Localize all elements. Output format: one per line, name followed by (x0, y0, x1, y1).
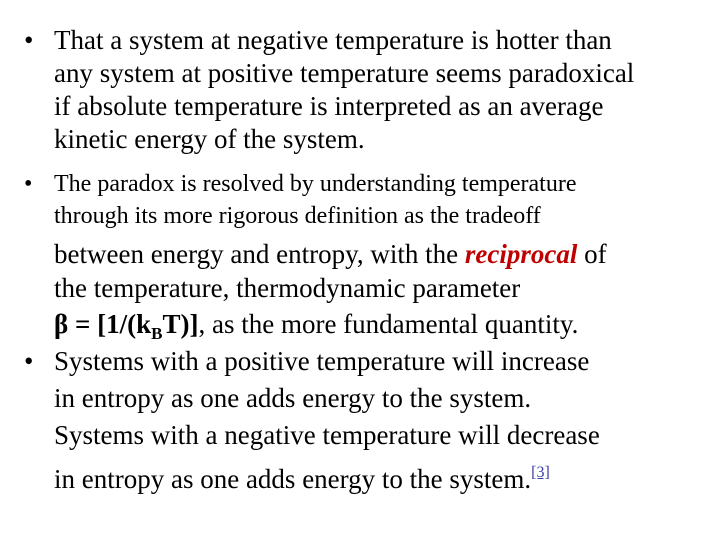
emphasis-reciprocal: reciprocal (464, 239, 578, 269)
bullet-1-line-3: if absolute temperature is interpreted as an average (54, 91, 604, 121)
bullet-3-line-4 (54, 456, 550, 496)
bullet-2-line-2: through its more rigorous definition as the tradeoff (54, 203, 541, 229)
formula-beta: β (54, 309, 69, 339)
bullet-2-line-1: The paradox is resolved by understanding temperature (54, 171, 577, 197)
bullet-3-line-3: Systems with a negative temperature will decrease (54, 420, 600, 450)
bullet-3-last-text: in entropy as one adds energy to the system. (54, 464, 532, 494)
bullet-2-line-5 (54, 308, 578, 350)
bullet-2-line-3 (54, 238, 607, 271)
formula-end: T)] (162, 309, 199, 339)
bullet-marker: • (24, 346, 34, 376)
citation-link[interactable]: [3] (531, 464, 550, 481)
formula-after: , as the more fundamental quantity. (198, 309, 579, 339)
line-3-before: between energy and entropy, with the (54, 239, 465, 269)
bullet-1-line-1: That a system at negative temperature is hotter than (54, 25, 612, 55)
bullet-marker: • (24, 171, 33, 197)
line-3-after: of (577, 239, 607, 269)
bullet-2-line-4: the temperature, thermodynamic parameter (54, 273, 521, 303)
formula-mid: = [1/(k (68, 309, 152, 339)
bullet-1-line-4: kinetic energy of the system. (54, 124, 365, 154)
bullet-1-line-2: any system at positive temperature seems paradoxical (54, 58, 635, 88)
bullet-marker: • (24, 25, 34, 55)
bullet-3-line-2: in entropy as one adds energy to the system. (54, 383, 532, 413)
formula-subscript: B (151, 324, 163, 343)
bullet-3-line-1: Systems with a positive temperature will increase (54, 346, 590, 376)
